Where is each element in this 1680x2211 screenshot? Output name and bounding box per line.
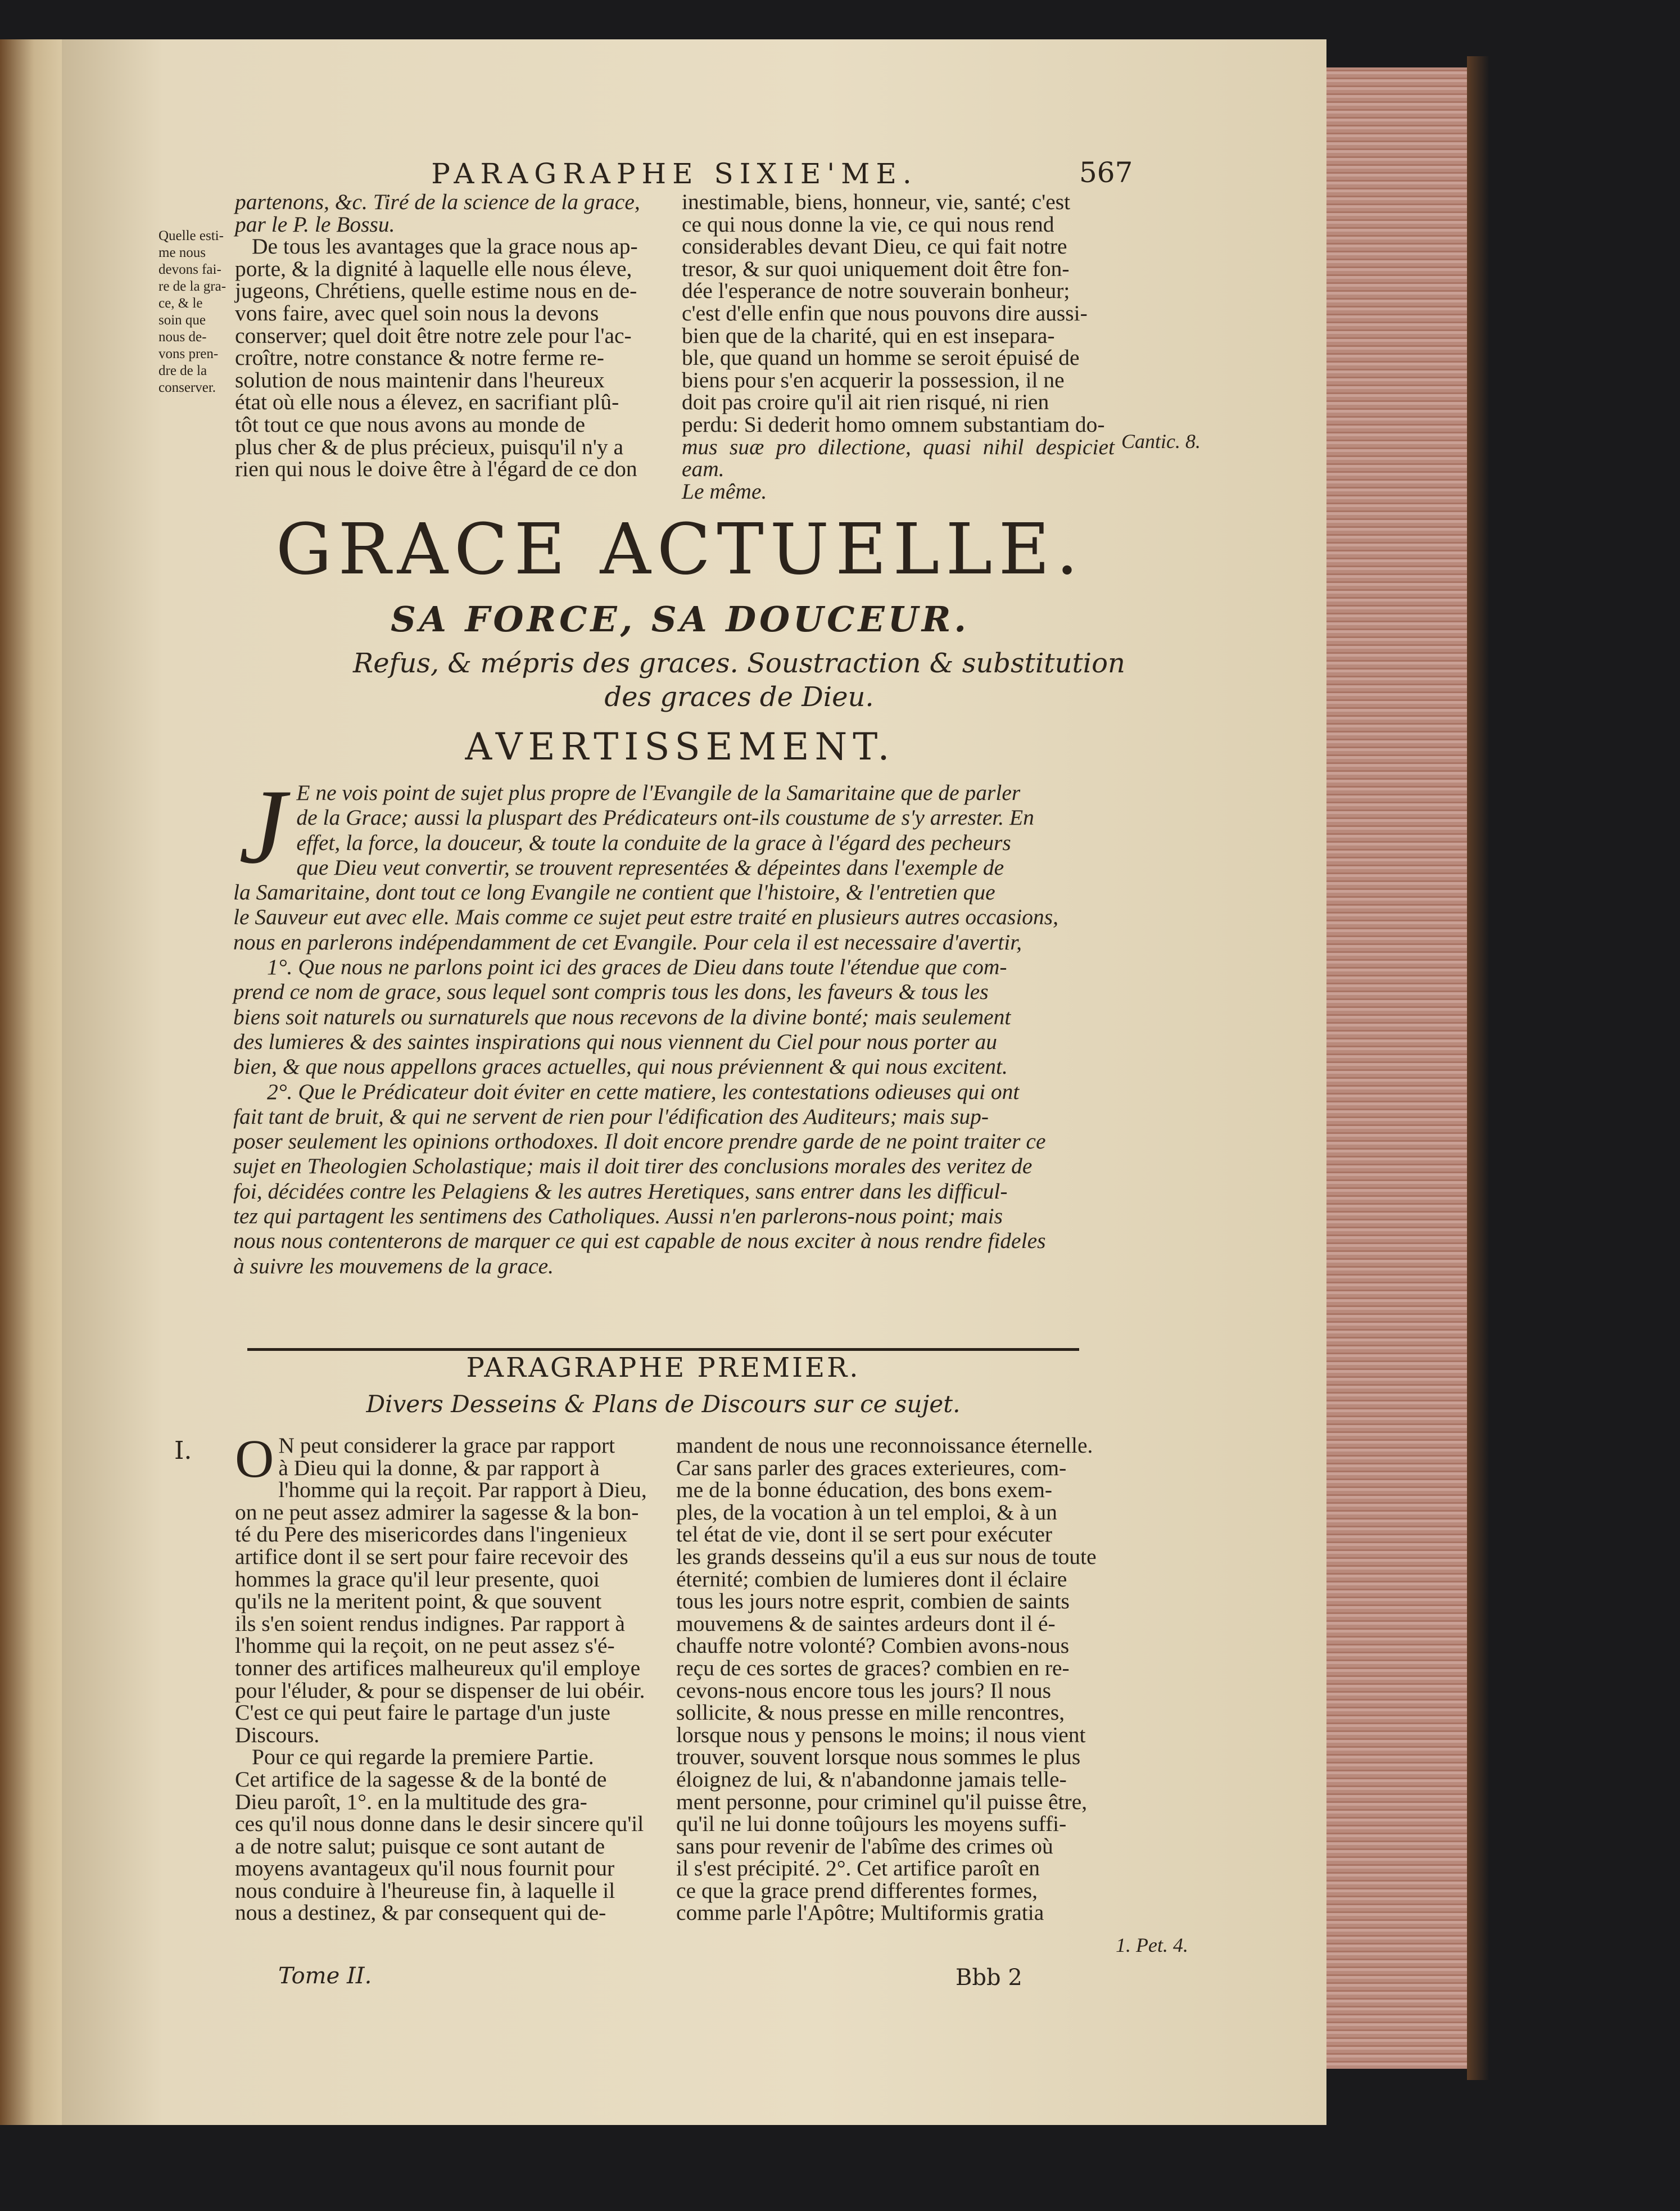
page-fore-edge — [1326, 67, 1470, 2069]
text-line: il s'est précipité. 2°. Cet artifice paroît en — [676, 1856, 1040, 1881]
text-line: Pour ce qui regarde la premiere Partie. — [252, 1744, 594, 1770]
text-line: poser seulement les opinions orthodoxes. Il doit encore prendre garde de ne point traiter ce — [233, 1129, 1046, 1154]
text-line: nous conduire à l'heureuse fin, à laquelle il — [235, 1878, 615, 1903]
text-line: perdu: Si dederit homo omnem substantiam do- — [682, 412, 1105, 437]
margin-reference: 1. Pet. 4. — [1116, 1934, 1188, 1956]
text-line: mandent de nous une reconnoissance éternelle. — [676, 1433, 1093, 1458]
text-line: état où elle nous a élevez, en sacrifiant plû- — [235, 390, 619, 415]
text-line: ples, de la vocation à un tel emploi, & à un — [676, 1499, 1057, 1525]
page-number: 567 — [1079, 156, 1133, 189]
text-line: éloignez de lui, & n'abandonne jamais telle- — [676, 1766, 1067, 1792]
text-line: hommes la grace qu'il leur presente, quoi — [235, 1566, 600, 1591]
text-line: c'est d'elle enfin que nous pouvons dire aussi- — [682, 300, 1088, 325]
facing-page-edge — [0, 39, 62, 2125]
text-line: me de la bonne éducation, des bons exem- — [676, 1477, 1053, 1503]
text-line: sujet en Theologien Scholastique; mais il doit tirer des conclusions morales des veritez de — [233, 1154, 1033, 1179]
text-line: ces qu'il nous donne dans le desir sincere qu'il — [235, 1811, 644, 1837]
text-line: chauffe notre volonté? Combien avons-nous — [676, 1633, 1070, 1658]
text-line: éternité; combien de lumieres dont il éclaire — [676, 1566, 1067, 1591]
text-line: on ne peut assez admirer la sagesse & la bon- — [235, 1499, 639, 1525]
signature-mark: Bbb 2 — [956, 1965, 1022, 1991]
text-line: Dieu paroît, 1°. en la multitude des gra- — [235, 1789, 587, 1814]
text-line: l'homme qui la reçoit. Par rapport à Dieu, — [278, 1477, 647, 1503]
text-line: effet, la force, la douceur, & toute la conduite de la grace à l'égard des pecheurs — [296, 830, 1011, 855]
margin-line: soin que — [159, 313, 206, 328]
text-line: De tous les avantages que la grace nous ap- — [252, 234, 638, 259]
text-line: à Dieu qui la donne, & par rapport à — [278, 1455, 600, 1480]
text-line: artifice dont il se sert pour faire recevoir des — [235, 1544, 628, 1569]
drop-cap: J — [239, 768, 287, 886]
text-line: N peut considerer la grace par rapport — [278, 1433, 615, 1458]
text-line: à suivre les mouvemens de la grace. — [233, 1253, 554, 1278]
margin-line: re de la gra- — [159, 279, 227, 294]
section-divider — [247, 1348, 1079, 1351]
text-line: comme parle l'Apôtre; Multiformis gratia — [676, 1900, 1044, 1925]
avertissement-heading: AVERTISSEMENT. — [465, 725, 895, 768]
volume-footer: Tome II. — [278, 1963, 372, 1989]
text-line: doit pas croire qu'il ait rien risqué, ni rien — [682, 390, 1049, 415]
text-line: moyens avantageux qu'il nous fournit pour — [235, 1856, 615, 1881]
section-subheading: Divers Desseins & Plans de Discours sur ce sujet. — [366, 1390, 961, 1418]
text-line: nous nous contenterons de marquer ce qui est capable de nous exciter à nous rendre fideles — [233, 1228, 1046, 1254]
text-line: tôt tout ce que nous avons au monde de — [235, 412, 586, 437]
text-line: trouver, souvent lorsque nous sommes le plus — [676, 1744, 1081, 1770]
text-line: nous a destinez, & par consequent qui de- — [235, 1900, 606, 1925]
fore-edge-shadow — [1467, 56, 1489, 2080]
bottom-right-column — [676, 1435, 1109, 1924]
text-line: l'homme qui la reçoit, on ne peut assez s'é- — [235, 1633, 615, 1658]
text-line: le Sauveur eut avec elle. Mais comme ce sujet peut estre traité en plusieurs autres occasions, — [233, 905, 1059, 930]
text-line: la Samaritaine, dont tout ce long Evangile ne contient que l'histoire, & l'entretien que — [233, 880, 995, 905]
text-line: biens soit naturels ou surnaturels que nous recevons de la divine bonté; mais seulement — [233, 1004, 1011, 1029]
margin-line: devons fai- — [159, 262, 221, 277]
text-line: de la Grace; aussi la pluspart des Prédicateurs ont-ils coustume de s'y arrester. En — [296, 805, 1034, 830]
text-line: bien, & que nous appellons graces actuelles, qui nous préviennent & qui nous excitent. — [233, 1054, 1008, 1079]
topic-line — [332, 646, 1147, 714]
top-left-column — [235, 191, 668, 481]
text-line: sans pour revenir de l'abîme des crimes où — [676, 1833, 1053, 1859]
text-line: tez qui partagent les sentimens des Catholiques. Aussi n'en parlerons-nous point; mais — [233, 1204, 1003, 1229]
topic-line-1: Refus, & mépris des graces. Soustraction & substitution — [353, 648, 1125, 679]
text-line: considerables devant Dieu, ce qui fait notre — [682, 234, 1067, 259]
text-line: rien qui nous le doive être à l'égard de ce don — [235, 456, 637, 482]
margin-line: ce, & le — [159, 296, 203, 311]
text-line: nous en parlerons indépendamment de cet Evangile. Pour cela il est necessaire d'avertir, — [233, 929, 1022, 955]
text-line: mouvemens & de saintes ardeurs dont il é- — [676, 1611, 1056, 1636]
text-line: ment personne, pour criminel qu'il puisse être, — [676, 1789, 1088, 1814]
text-line: prend ce nom de grace, sous lequel sont compris tous les dons, les faveurs & tous les — [233, 979, 989, 1005]
topic-line-2: des graces de Dieu. — [604, 681, 874, 713]
text-line: Le même. — [682, 478, 767, 504]
text-line: porte, & la dignité à laquelle elle nous éleve, — [235, 256, 632, 281]
avertissement-body — [233, 768, 1116, 1278]
text-line: vons faire, avec quel soin nous la devons — [235, 300, 599, 325]
margin-line: conserver. — [159, 380, 216, 395]
text-line: solution de nous maintenir dans l'heureux — [235, 367, 605, 392]
text-line: té du Pere des misericordes dans l'ingenieux — [235, 1522, 628, 1547]
margin-line: vons pren- — [159, 346, 219, 361]
text-line: cevons-nous encore tous les jours? Il nous — [676, 1678, 1051, 1703]
text-line: Cet artifice de la sagesse & de la bonté de — [235, 1766, 607, 1792]
text-line: les grands desseins qu'il a eus sur nous de toute — [676, 1544, 1097, 1569]
margin-line: Quelle esti- — [159, 228, 224, 243]
text-line: 1°. Que nous ne parlons point ici des graces de Dieu dans toute l'étendue que com- — [267, 955, 1007, 980]
text-line: 2°. Que le Prédicateur doit éviter en cette matiere, les contestations odieuses qui ont — [267, 1079, 1020, 1104]
text-line: jugeons, Chrétiens, quelle estime nous en de- — [235, 278, 637, 304]
text-line: tonner des artifices malheureux qu'il employe — [235, 1655, 641, 1680]
text-line: reçu de ces sortes de graces? combien en re- — [676, 1655, 1070, 1680]
margin-note — [159, 228, 232, 396]
text-line: inestimable, biens, honneur, vie, santé; c'est — [682, 189, 1071, 214]
section-heading: PARAGRAPHE PREMIER. — [466, 1352, 861, 1383]
text-line: ils s'en soient rendus indignes. Par rapport à — [235, 1611, 625, 1636]
text-line: lorsque nous y pensons le moins; il nous vient — [676, 1722, 1086, 1747]
margin-line: dre de la — [159, 363, 207, 378]
text-line: ce qui nous donne la vie, ce qui nous rend — [682, 211, 1054, 237]
text-line: tous les jours notre esprit, combien de saints — [676, 1589, 1070, 1614]
text-line: bien que de la charité, qui en est insepara- — [682, 323, 1055, 348]
text-line: qu'il ne lui donne toûjours les moyens suffi- — [676, 1811, 1067, 1837]
top-right-column — [682, 191, 1115, 503]
section-number: I. — [174, 1436, 192, 1465]
text-line: croître, notre constance & notre ferme re- — [235, 345, 604, 370]
text-line: mus suæ pro dilectione, quasi nihil despiciet eam. — [682, 434, 1115, 482]
text-line: partenons, &c. Tiré de la science de la grace, — [235, 189, 640, 214]
text-line: a de notre salut; puisque ce sont autant de — [235, 1833, 605, 1859]
text-line: plus cher & de plus précieux, puisqu'il n'y a — [235, 434, 624, 459]
text-line: foi, décidées contre les Pelagiens & les autres Heretiques, sans entrer dans les difficul- — [233, 1178, 1008, 1204]
text-line: fait tant de bruit, & qui ne servent de rien pour l'édification des Auditeurs; mais sup- — [233, 1104, 989, 1129]
text-line: des lumieres & des saintes inspirations qui nous viennent du Ciel pour nous porter au — [233, 1029, 998, 1054]
text-line: E ne vois point de sujet plus propre de l'Evangile de la Samaritaine que de parler — [296, 780, 1021, 805]
text-line: biens pour s'en acquerir la possession, il ne — [682, 367, 1065, 392]
text-line: tresor, & sur quoi uniquement doit être fon- — [682, 256, 1070, 281]
text-line: C'est ce qui peut faire le partage d'un juste — [235, 1700, 610, 1725]
subtitle: SA FORCE, SA DOUCEUR. — [391, 599, 970, 640]
text-line: ble, que quand un homme se seroit épuisé de — [682, 345, 1080, 370]
margin-reference: Cantic. 8. — [1121, 430, 1201, 453]
text-line: pour l'éluder, & pour se dispenser de lui obéir. — [235, 1678, 645, 1703]
bottom-left-column — [235, 1428, 662, 1925]
text-line: que Dieu veut convertir, se trouvent representées & dépeintes dans l'exemple de — [296, 854, 1004, 880]
text-line: dée l'esperance de notre souverain bonheur; — [682, 278, 1070, 304]
margin-line: nous de- — [159, 329, 207, 345]
margin-line: me nous — [159, 245, 206, 260]
drop-cap: O — [235, 1428, 274, 1489]
text-line: Discours. — [235, 1722, 320, 1747]
text-line: tel état de vie, dont il se sert pour exécuter — [676, 1522, 1053, 1547]
main-title: GRACE ACTUELLE. — [275, 509, 1085, 590]
text-line: par le P. le Bossu. — [235, 211, 395, 237]
text-line: Car sans parler des graces exterieures, com- — [676, 1455, 1067, 1480]
text-line: ce que la grace prend differentes formes, — [676, 1878, 1038, 1903]
running-head: PARAGRAPHE SIXIE'ME. — [431, 157, 918, 190]
text-line: qu'ils ne la meritent point, & que souvent — [235, 1589, 602, 1614]
text-line: conserver; quel doit être notre zele pour l'ac- — [235, 323, 632, 348]
text-line: sollicite, & nous presse en mille rencontres, — [676, 1700, 1065, 1725]
